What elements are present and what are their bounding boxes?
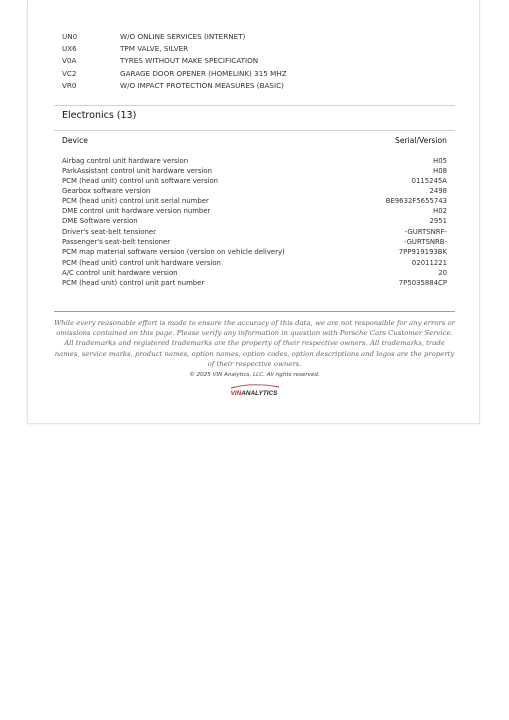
table-row	[62, 197, 447, 207]
option-description: GARAGE DOOR OPENER (HOMELINK) 315 MHZ	[120, 69, 287, 78]
option-description: TYRES WITHOUT MAKE SPECIFICATION	[120, 56, 259, 65]
device-name: PCM (head unit) control unit hardware version	[62, 259, 221, 267]
footer-divider	[54, 311, 455, 312]
device-serial: 2951	[429, 217, 447, 225]
table-row	[62, 217, 447, 227]
table-header-divider	[54, 130, 455, 131]
device-name: DME Software version	[62, 217, 138, 225]
table-row	[62, 248, 447, 258]
option-code: VR0	[62, 81, 77, 90]
table-row	[62, 177, 447, 187]
electronics-section-title: Electronics (13)	[62, 110, 137, 121]
device-serial: -GURTSNRF-	[404, 228, 447, 236]
section-divider	[54, 105, 455, 106]
table-row	[62, 228, 447, 238]
table-row	[62, 187, 447, 197]
device-serial: H08	[433, 167, 447, 175]
option-code: VC2	[62, 69, 77, 78]
option-description: TPM VALVE, SILVER	[120, 44, 189, 53]
device-serial: H05	[433, 157, 447, 165]
device-name: Passenger's seat-belt tensioner	[62, 238, 171, 246]
table-row	[62, 157, 447, 167]
device-name: PCM (head unit) control unit part number	[62, 279, 205, 287]
option-code: V0A	[62, 56, 77, 65]
table-row	[62, 279, 447, 289]
table-row	[62, 269, 447, 279]
device-name: ParkAssistant control unit hardware version	[62, 167, 212, 175]
serial-column-header: Serial/Version	[395, 136, 447, 145]
device-serial: 02011221	[411, 259, 447, 267]
device-name: A/C control unit hardware version	[62, 269, 178, 277]
table-row	[62, 259, 447, 269]
device-column-header: Device	[62, 136, 88, 145]
device-serial: 20	[438, 269, 447, 277]
option-code: UN0	[62, 32, 78, 41]
device-serial: BE9632F5655743	[385, 197, 447, 205]
device-name: PCM (head unit) control unit software version	[62, 177, 219, 185]
device-name: PCM (head unit) control unit serial number	[62, 197, 209, 205]
device-serial: -GURTSNRB-	[403, 238, 447, 246]
device-name: PCM map material software version (version on vehicle delivery)	[62, 248, 285, 256]
copyright-text: © 2025 VIN Analytics, LLC. All rights reserved.	[189, 372, 320, 378]
device-name: Gearbox software version	[62, 187, 151, 195]
table-row	[62, 167, 447, 177]
device-serial: 7P5035884CP	[398, 279, 447, 287]
device-serial: 2498	[429, 187, 447, 195]
option-description: W/O IMPACT PROTECTION MEASURES (BASIC)	[120, 81, 284, 90]
device-name: Driver's seat-belt tensioner	[62, 228, 157, 236]
device-serial: H02	[433, 207, 447, 215]
device-name: Airbag control unit hardware version	[62, 157, 189, 165]
logo-wordmark: VINANALYTICS	[230, 390, 278, 397]
device-serial: 7PP919193BK	[398, 248, 447, 256]
disclaimer-text: While every reasonable effort is made to ensure the accuracy of this data, we are not responsible for any errors or omissions contained on this page. Please verify any information in question with Porsche Cars Customer Service. All trademarks and registered trademarks are the property of their respective owners. All trademarks, trade names, service marks, product names, option names, option codes, option descriptions and logos are the property of their respective owners.	[54, 319, 455, 368]
vinanalytics-logo	[225, 383, 283, 397]
option-code: UX6	[62, 44, 77, 53]
option-description: W/O ONLINE SERVICES (INTERNET)	[120, 32, 246, 41]
table-row	[62, 238, 447, 248]
device-name: DME control unit hardware version number	[62, 207, 211, 215]
device-serial: 0115245A	[411, 177, 447, 185]
table-row	[62, 207, 447, 217]
